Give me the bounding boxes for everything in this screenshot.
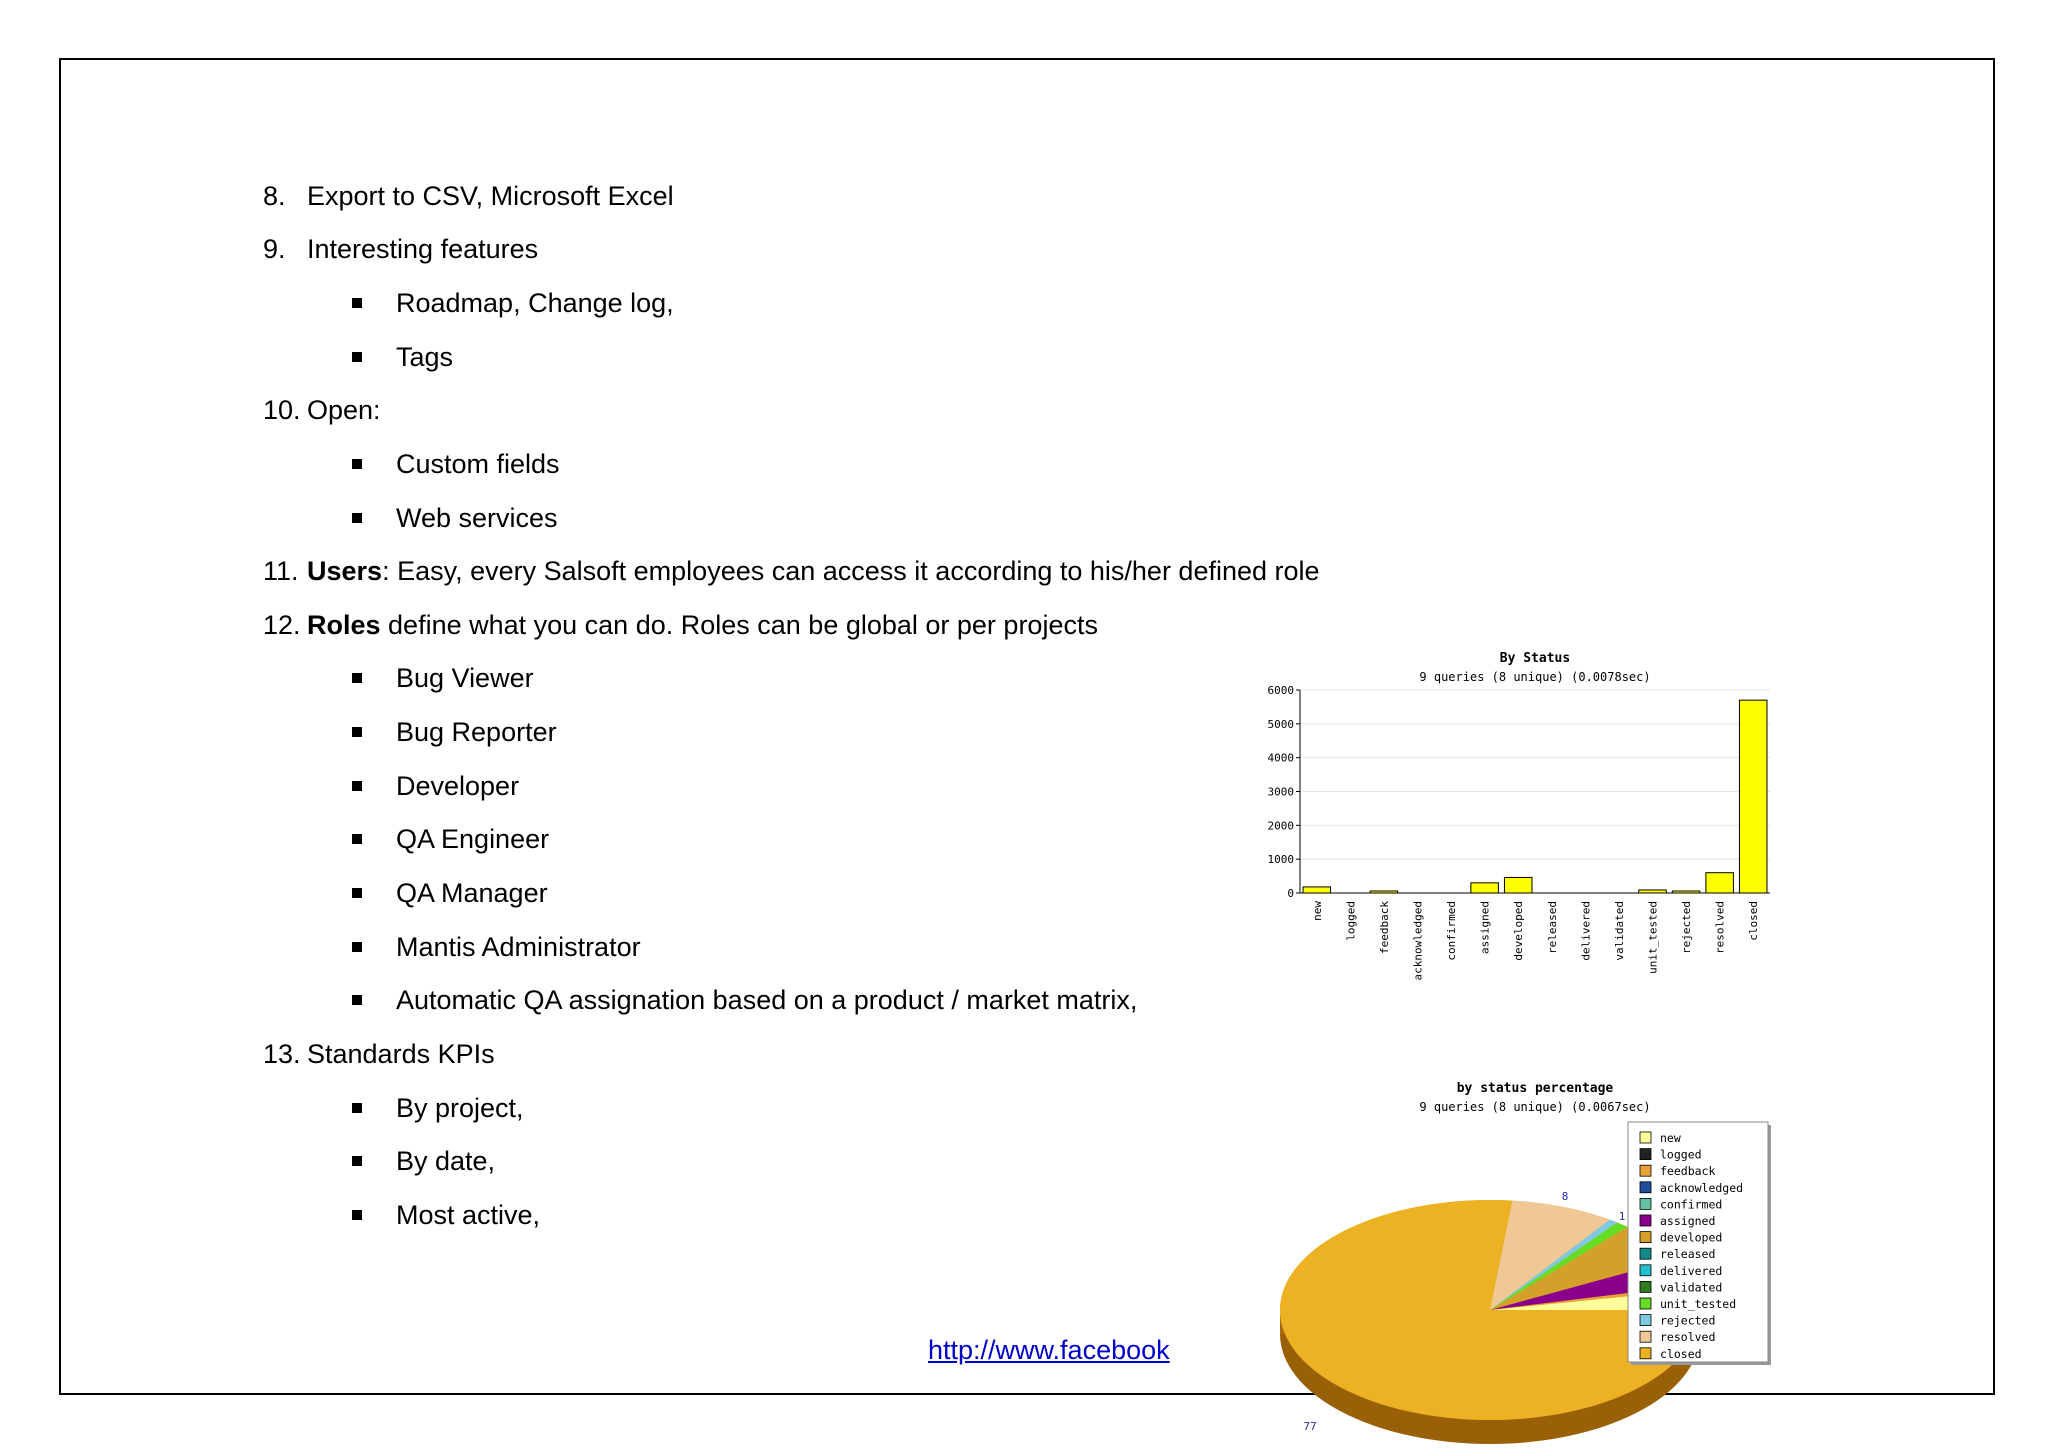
bullet-square-icon (352, 513, 362, 523)
bar-xtick-label: new (1310, 901, 1324, 921)
item-text (307, 1037, 495, 1071)
bar-xtick-label: confirmed (1445, 901, 1459, 961)
bar-xtick-label: rejected (1680, 901, 1694, 954)
legend-swatch-resolved (1640, 1331, 1651, 1342)
bar-developed (1504, 877, 1532, 893)
bar-xtick-label: developed (1512, 901, 1526, 961)
bar-rejected (1672, 891, 1700, 893)
legend-swatch-developed (1640, 1232, 1651, 1243)
bar-xtick-label: logged (1344, 901, 1358, 941)
legend-label: feedback (1660, 1164, 1716, 1179)
bar-new (1303, 887, 1331, 893)
legend-label: new (1660, 1131, 1681, 1145)
bullet-square-icon (352, 298, 362, 308)
item-number: 9. (263, 234, 286, 264)
item-body: define what you can do. Roles can be global or per projects (380, 610, 1098, 640)
pie-value-label: 1 (1618, 1210, 1626, 1223)
item-text (307, 393, 381, 427)
bar-xtick-label: closed (1747, 901, 1761, 941)
legend-label: closed (1660, 1346, 1702, 1361)
bar-xtick-label: validated (1612, 901, 1626, 961)
bullet-square-icon (352, 995, 362, 1005)
item-bold-term: Users (307, 556, 383, 586)
bar-ytick-label: 6000 (1267, 684, 1294, 697)
pie-value-label: 77 (1303, 1420, 1317, 1433)
item-text (307, 232, 538, 266)
bullet-text: Most active, (396, 1200, 541, 1230)
bullet-text: Developer (396, 771, 520, 801)
bullet-square-icon (352, 1156, 362, 1166)
bullet-text: Automatic QA assignation based on a product / market matrix, (396, 985, 1138, 1015)
legend-swatch-delivered (1640, 1265, 1651, 1276)
legend-label: resolved (1660, 1330, 1716, 1345)
legend-swatch-unit_tested (1640, 1298, 1651, 1309)
legend-label: delivered (1660, 1263, 1723, 1278)
item-number: 8. (263, 181, 286, 211)
legend-label: rejected (1660, 1313, 1716, 1328)
item-body: Interesting features (307, 234, 539, 264)
bullet-text: QA Manager (396, 878, 548, 908)
pie-value-label: 8 (1561, 1190, 1569, 1203)
item-number: 11. (263, 556, 299, 586)
item-bold-term: Roles (307, 610, 381, 640)
bullet-square-icon (352, 1210, 362, 1220)
item-number: 10. (263, 395, 301, 425)
bullet-text: Roadmap, Change log, (396, 288, 674, 318)
bar-resolved (1706, 873, 1734, 893)
item-text (307, 179, 674, 213)
legend-swatch-assigned (1640, 1215, 1651, 1226)
bar-xtick-label: unit_tested (1646, 901, 1660, 974)
bar-ytick-label: 0 (1287, 887, 1294, 900)
legend-swatch-acknowledged (1640, 1182, 1651, 1193)
bar-feedback (1370, 891, 1398, 893)
legend-label: confirmed (1660, 1197, 1723, 1212)
bullet-square-icon (352, 834, 362, 844)
legend-label: unit_tested (1660, 1297, 1737, 1311)
legend-swatch-new (1640, 1132, 1651, 1143)
status-pie-chart (1250, 1078, 1780, 1448)
legend-label: logged (1660, 1147, 1702, 1162)
bullet-square-icon (352, 888, 362, 898)
item-body: Open: (307, 395, 381, 425)
bar-ytick-label: 2000 (1267, 819, 1294, 833)
legend-label: acknowledged (1660, 1180, 1744, 1195)
bar-chart-subtitle: 9 queries (8 unique) (0.0078sec) (1419, 670, 1651, 684)
status-bar-chart (1250, 648, 1790, 988)
bullet-text: Bug Viewer (396, 663, 534, 693)
legend-swatch-released (1640, 1248, 1651, 1259)
bullet-text: QA Engineer (396, 824, 550, 854)
bar-assigned (1471, 883, 1499, 893)
bar-xtick-label: acknowledged (1411, 901, 1425, 981)
bullet-square-icon (352, 459, 362, 469)
bar-ytick-label: 5000 (1267, 717, 1294, 731)
bullet-square-icon (352, 673, 362, 683)
bar-ytick-label: 4000 (1267, 751, 1294, 765)
item-body: : Easy, every Salsoft employees can access it according to his/her defined role (382, 556, 1320, 586)
bullet-text: Custom fields (396, 449, 560, 479)
pie-chart-subtitle: 9 queries (8 unique) (0.0067sec) (1419, 1100, 1651, 1114)
bullet-text: Mantis Administrator (396, 932, 641, 962)
item-body: Standards KPIs (307, 1039, 495, 1069)
item-text (307, 608, 1098, 642)
bar-ytick-label: 3000 (1267, 785, 1294, 799)
legend-label: developed (1660, 1230, 1723, 1245)
bar-xtick-label: released (1545, 901, 1559, 954)
bar-closed (1739, 700, 1767, 893)
bar-xtick-label: resolved (1713, 901, 1727, 954)
legend-swatch-rejected (1640, 1315, 1651, 1326)
bullet-square-icon (352, 1103, 362, 1113)
item-number: 13. (263, 1039, 301, 1069)
item-body: Export to CSV, Microsoft Excel (307, 181, 674, 211)
bullet-text: Bug Reporter (396, 717, 557, 747)
facebook-link[interactable]: http://www.facebook (928, 1335, 1170, 1365)
legend-label: released (1660, 1247, 1716, 1262)
bar-xtick-label: feedback (1377, 901, 1391, 954)
legend-swatch-feedback (1640, 1165, 1651, 1176)
bullet-square-icon (352, 352, 362, 362)
bullet-square-icon (352, 781, 362, 791)
legend-label: validated (1660, 1280, 1723, 1295)
legend-swatch-validated (1640, 1281, 1651, 1292)
item-text (307, 554, 1320, 588)
bullet-text: By project, (396, 1093, 524, 1123)
bullet-text: Web services (396, 503, 558, 533)
bar-xtick-label: delivered (1579, 901, 1593, 961)
legend-swatch-closed (1640, 1348, 1651, 1359)
bullet-square-icon (352, 942, 362, 952)
bullet-square-icon (352, 727, 362, 737)
legend-swatch-confirmed (1640, 1198, 1651, 1209)
bar-chart-title: By Status (1499, 651, 1571, 666)
bullet-text: Tags (396, 342, 454, 372)
bullet-text: By date, (396, 1146, 496, 1176)
bar-ytick-label: 1000 (1267, 853, 1294, 867)
legend-label: assigned (1660, 1214, 1716, 1228)
bar-xtick-label: assigned (1478, 901, 1492, 954)
item-number: 12. (263, 610, 301, 640)
pie-chart-title: by status percentage (1456, 1081, 1614, 1096)
legend-swatch-logged (1640, 1149, 1651, 1160)
bar-unit_tested (1639, 890, 1667, 893)
